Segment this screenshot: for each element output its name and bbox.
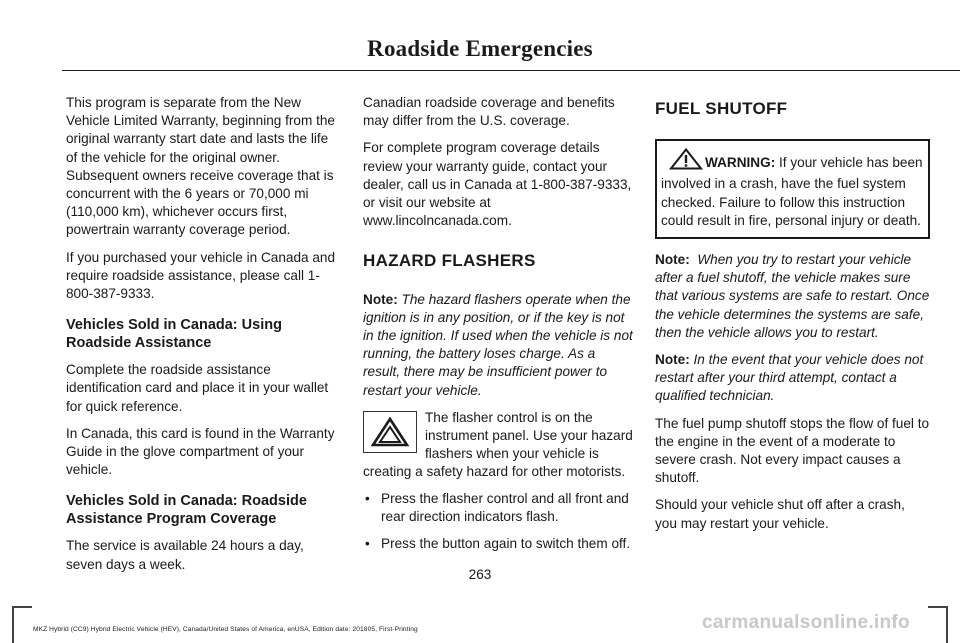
warning-box xyxy=(655,139,930,239)
note-label: Note: xyxy=(655,252,690,268)
section-heading-fuel-shutoff: FUEL SHUTOFF xyxy=(655,99,788,118)
note-label: Note: xyxy=(655,352,690,368)
header-divider xyxy=(62,70,960,71)
paragraph: The service is available 24 hours a day, seven days a week. xyxy=(66,538,304,572)
column-middle xyxy=(363,94,633,562)
note-label: Note: xyxy=(363,291,398,307)
page-header-title: Roadside Emergencies xyxy=(367,36,593,61)
paragraph: Canadian roadside coverage and benefits may differ from the U.S. coverage. xyxy=(363,95,615,129)
paragraph: In Canada, this card is found in the Warranty Guide in the glove compartment of your vehicle. xyxy=(66,425,335,478)
paragraph: This program is separate from the New Vehicle Limited Warranty, beginning from the original warranty start date and lasts the life of the vehicle for the original owner. Subsequent owners receive coverage that is concurrent with the 6 years or 70,000 mi (110,000 km), whichever occurs first, powertrain warranty coverage period. xyxy=(66,95,335,238)
note xyxy=(655,251,930,342)
edition-footer: MKZ Hybrid (CC9) Hybrid Electric Vehicle (HEV), Canada/United States of America, enUSA, Edition date: 201805, First-Printing xyxy=(33,626,418,633)
list-item: • Press the flasher control and all front and rear direction indicators flash. xyxy=(363,490,633,526)
note-text: In the event that your vehicle does not restart after your third attempt, contact a qualified technician. xyxy=(655,352,924,404)
warning-label: WARNING: xyxy=(705,155,776,171)
note xyxy=(363,291,633,400)
crop-mark xyxy=(12,606,14,643)
note xyxy=(655,351,930,406)
hazard-triangle-icon xyxy=(363,411,417,453)
flasher-text: The flasher control is on the instrument panel. Use your hazard flashers when your vehicle is creating a safety hazard for other motorists. xyxy=(363,409,633,480)
paragraph: Should your vehicle shut off after a crash, you may restart your vehicle. xyxy=(655,497,905,531)
paragraph: The fuel pump shutoff stops the flow of fuel to the engine in the event of a moderate to severe crash. Not every impact causes a shutoff. xyxy=(655,415,930,486)
page-number: 263 xyxy=(468,567,492,582)
crop-mark xyxy=(12,606,32,608)
paragraph: Complete the roadside assistance identification card and place it in your wallet for quick reference. xyxy=(66,362,329,414)
warning-text: If your vehicle has been involved in a crash, have the fuel system checked. Failure to follow this instruction could result in fire, personal injury or death. xyxy=(661,155,923,228)
note-text: When you try to restart your vehicle after a fuel shutoff, the vehicle makes sure that various systems are safe to restart. Once the vehicle determines the systems are safe, then the vehicle allows you to restart. xyxy=(655,252,930,340)
paragraph: For complete program coverage details review your warranty guide, contact your dealer, call us in Canada at 1-800-387-9333, or visit our website at www.lincolncanada.com. xyxy=(363,140,632,229)
flasher-description xyxy=(363,409,633,482)
column-left xyxy=(66,94,338,583)
crop-mark xyxy=(928,606,947,608)
paragraph: If you purchased your vehicle in Canada and require roadside assistance, please call 1-800-387-9333. xyxy=(66,249,336,302)
watermark: carmanualsonline.info xyxy=(702,612,910,633)
list-item: • Press the button again to switch them off. xyxy=(363,535,633,553)
section-heading-hazard-flashers: HAZARD FLASHERS xyxy=(363,251,536,271)
note-text: The hazard flashers operate when the ignition is in any position, or if the key is not in the ignition. If used when the vehicle is not running, the battery loses charge. As a result, there may be insufficient power to restart your vehicle. xyxy=(363,291,633,398)
subheading-program-coverage: Vehicles Sold in Canada: Roadside Assistance Program Coverage xyxy=(66,493,307,527)
flasher-steps-list xyxy=(363,490,633,554)
warning-triangle-icon xyxy=(669,148,703,175)
column-right xyxy=(655,94,930,542)
subheading-using-roadside: Vehicles Sold in Canada: Using Roadside Assistance xyxy=(66,317,282,351)
crop-mark xyxy=(946,606,948,643)
